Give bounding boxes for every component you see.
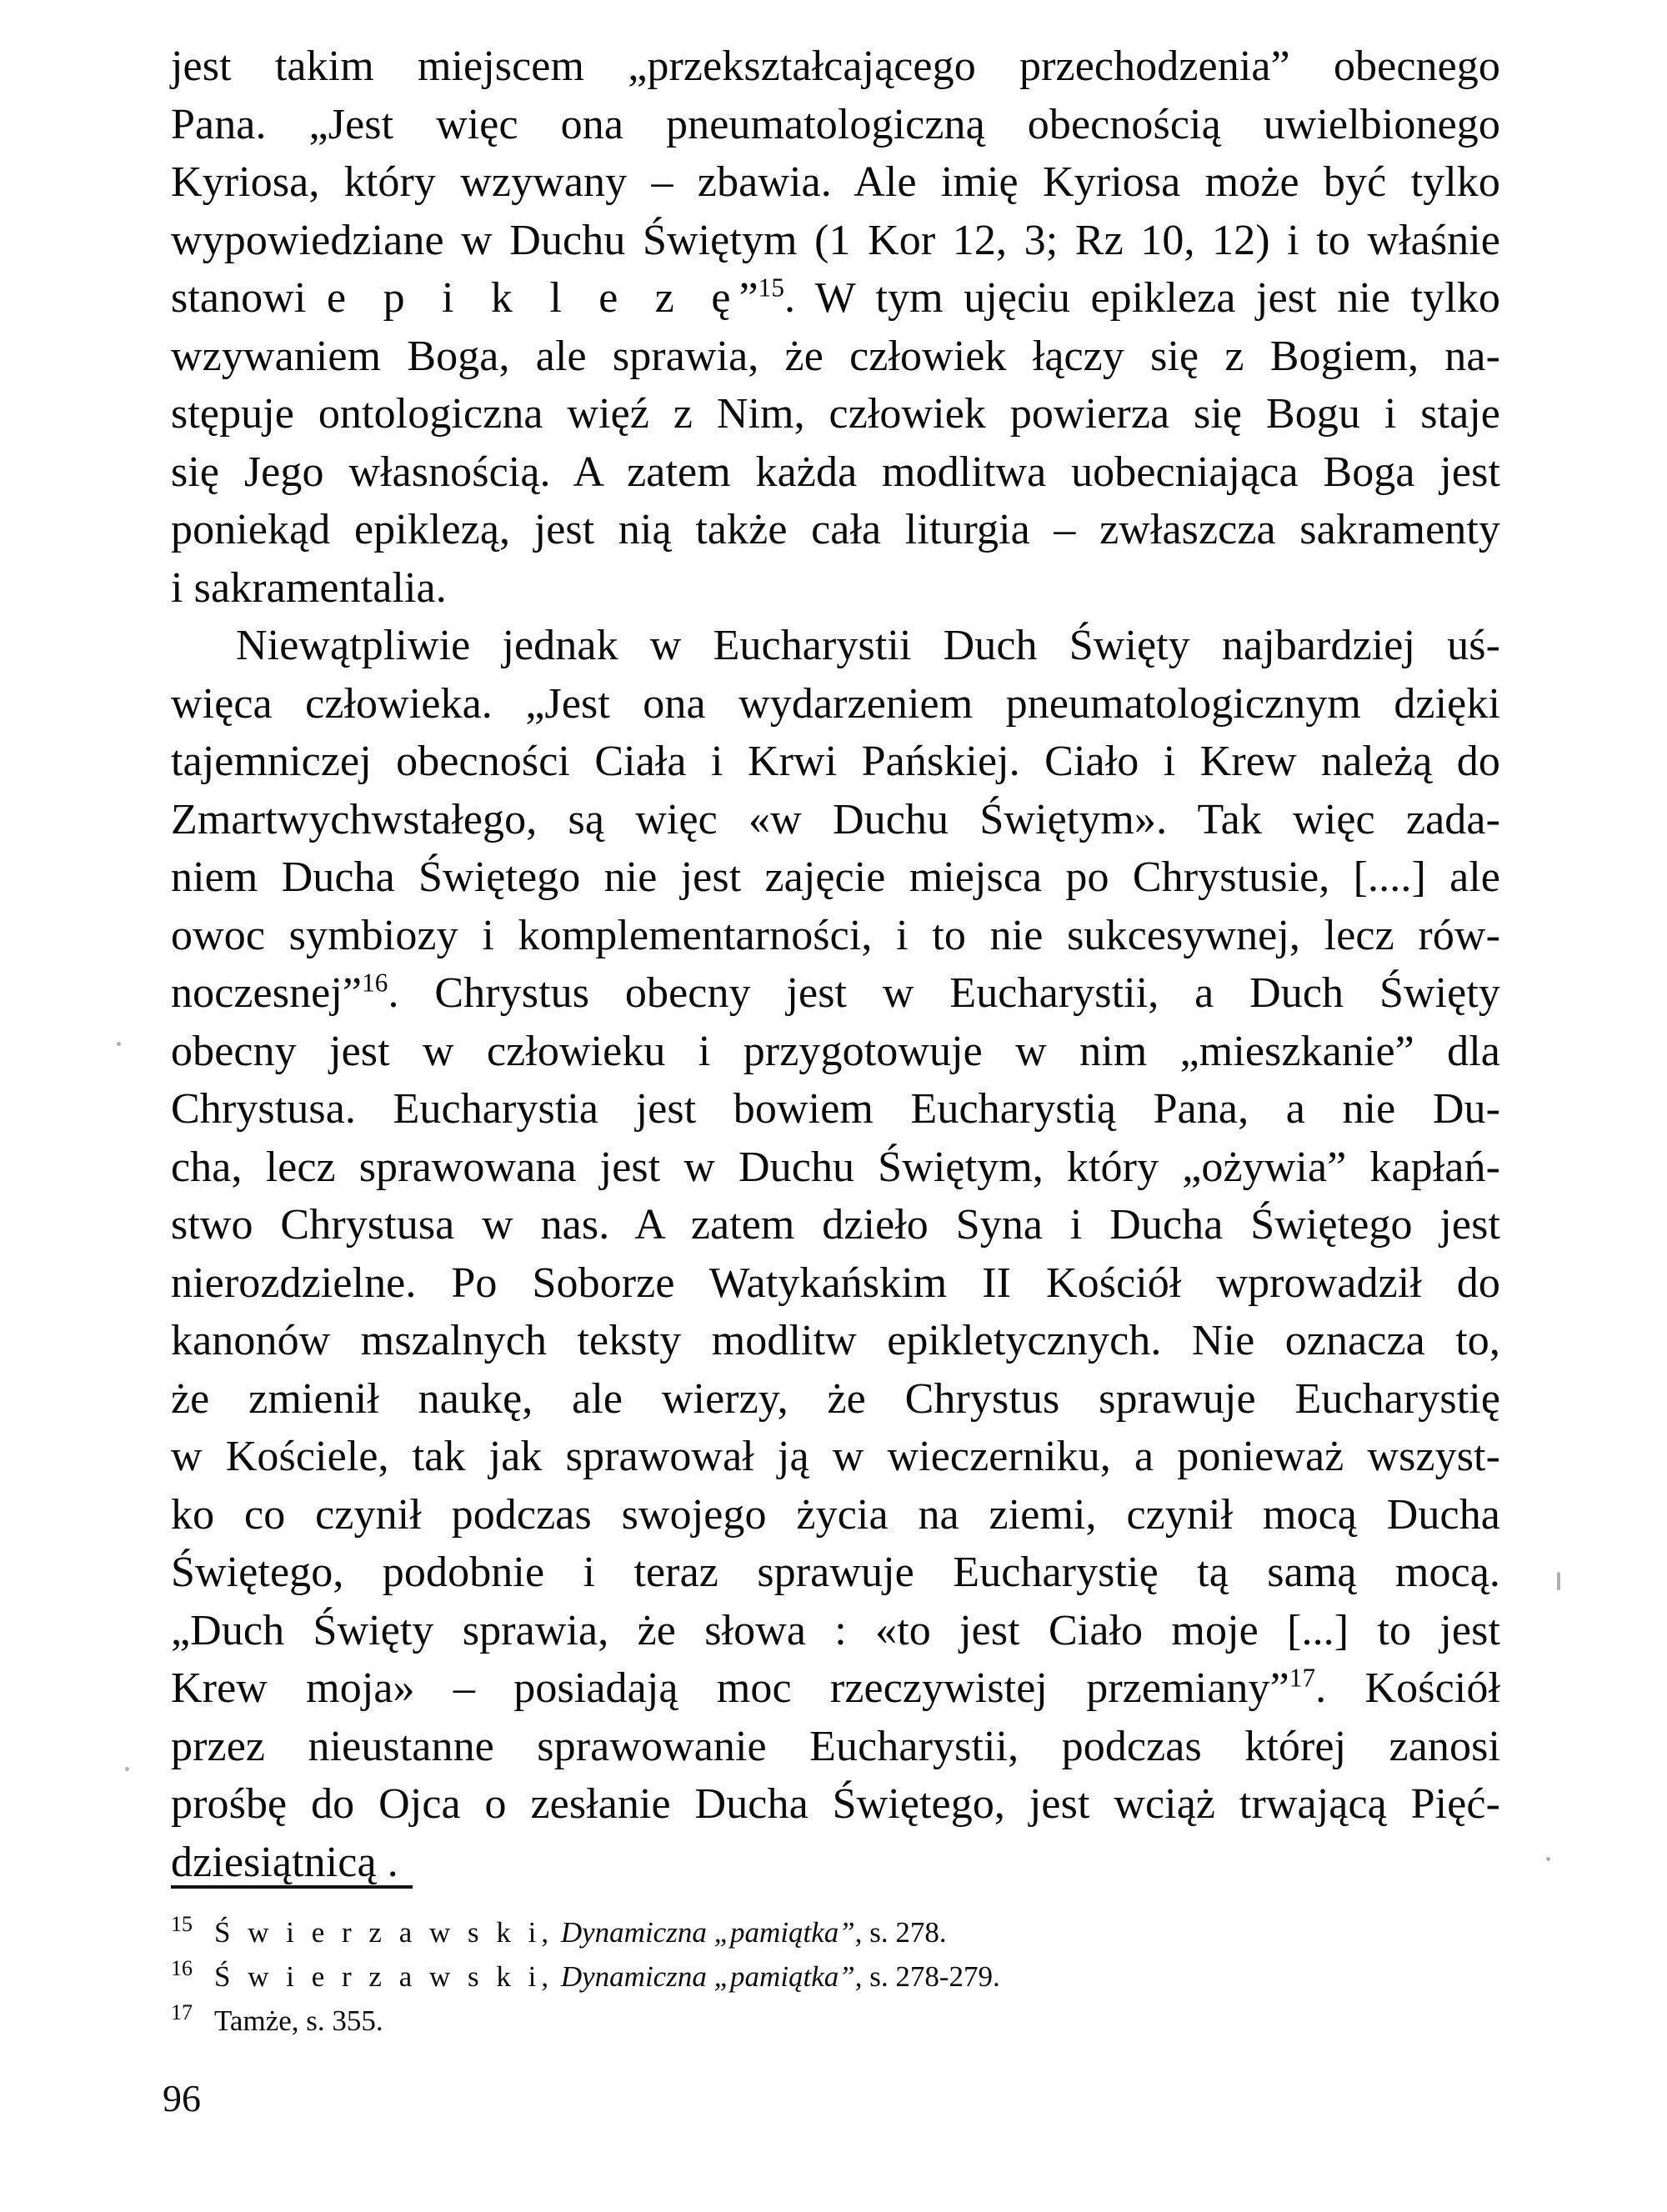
text-line-with-footnote-ref <box>171 964 1500 1023</box>
line-part-before: noczesnej <box>171 969 343 1017</box>
page-number: 96 <box>163 2077 201 2119</box>
text-line: obecny jest w człowieku i przygotowuje w nim „mieszkanie” dla <box>171 1027 1500 1075</box>
text-line: prośbę do Ojca o zesłanie Ducha Świętego, jest wciąż trwającą Pięć- <box>171 1780 1500 1828</box>
text-line: kanonów mszalnych teksty modlitw epikletycznych. Nie oznacza to, <box>171 1317 1500 1364</box>
footnote-ref-17[interactable]: 17 <box>1289 1663 1316 1693</box>
footnote-item: 17 Tamże, s. 355. <box>171 2000 383 2037</box>
text-line: wypowiedziane w Duchu Świętym (1 Kor 12, 3; Rz 10, 12) i to właśnie <box>171 216 1500 264</box>
text-line: się Jego własnością. A zatem każda modlitwa uobecniająca Boga jest <box>171 448 1500 496</box>
footnote-item: 15 Ś w i e r z a w s k i, Dynamiczna „pamiątka”, s. 278. <box>171 1912 947 1949</box>
text-line: owoc symbiozy i komplementarności, i to nie sukcesywnej, lecz rów- <box>171 911 1500 959</box>
text-line: cha, lecz sprawowana jest w Duchu Świętym, który „ożywia” kapłań- <box>171 1143 1500 1191</box>
footnote-ref-15[interactable]: 15 <box>758 273 785 303</box>
line-part-after: . W tym ujęciu epikleza jest nie tylko <box>784 274 1500 322</box>
paragraph-1 <box>171 38 1500 617</box>
text-line-with-footnote-ref <box>171 1659 1500 1718</box>
text-line: nierozdzielne. Po Soborze Watykańskim II Kościół wprowadził do <box>171 1259 1500 1307</box>
footnote-item: 16 Ś w i e r z a w s k i, Dynamiczna „pamiątka”, s. 278-279. <box>171 1956 1000 1993</box>
text-line: niem Ducha Świętego nie jest zajęcie miejsca po Chrystusie, [....] ale <box>171 853 1500 901</box>
letterspaced-term: e p i k l e z ę <box>327 274 739 322</box>
text-line: stępuje ontologiczna więź z Nim, człowiek powierza się Bogu i staje <box>171 390 1500 438</box>
text-line: i sakramentalia. <box>171 563 447 612</box>
footnote-list <box>171 1910 1504 2043</box>
footnote-locator: , s. 278. <box>854 1916 947 1949</box>
closing-quote: ” <box>1269 1664 1289 1712</box>
text-line: Chrystusa. Eucharystia jest bowiem Eucharystią Pana, a nie Du- <box>171 1085 1500 1133</box>
scan-speckle <box>125 1767 129 1771</box>
text-line: dziesiątnicą . <box>171 1838 398 1886</box>
text-line: więca człowieka. „Jest ona wydarzeniem pneumatologicznym dzięki <box>171 679 1500 728</box>
paragraph-2 <box>171 617 1500 1891</box>
text-line: wzywaniem Boga, ale sprawia, że człowiek łączy się z Bogiem, na- <box>171 332 1500 380</box>
line-part-before: stanowi <box>171 274 328 322</box>
text-line: w Kościele, tak jak sprawował ją w wieczerniku, a ponieważ wszyst- <box>171 1433 1500 1480</box>
text-line: Zmartwychwstałego, są więc «w Duchu Świętym». Tak więc zada- <box>171 795 1500 843</box>
footnote-title: Dynamiczna „pamiątka” <box>560 1960 855 1993</box>
scan-speckle <box>1557 1572 1560 1590</box>
text-line: jest takim miejscem „przekształcającego przechodzenia” obecnego <box>171 43 1500 90</box>
text-line: tajemniczej obecności Ciała i Krwi Pańskiej. Ciało i Krew należą do <box>171 738 1500 785</box>
closing-quote: ” <box>738 274 758 322</box>
line-part-after: . Kościół <box>1315 1664 1500 1712</box>
footnote-author: Ś w i e r z a w s k i, <box>214 1960 554 1993</box>
text-line-with-footnote-ref <box>171 269 1500 328</box>
text-line: „Duch Święty sprawia, że słowa : «to jest Ciało moje [...] to jest <box>171 1606 1500 1654</box>
footnote-title: Dynamiczna „pamiątka” <box>560 1916 855 1949</box>
line-part-before: Krew moja» – posiadają moc rzeczywistej przemiany <box>171 1664 1270 1712</box>
text-line-first-indented <box>171 617 1500 675</box>
text-line: Pana. „Jest więc ona pneumatologiczną obecnością uwielbionego <box>171 100 1500 148</box>
footnote-locator: , s. 278-279. <box>854 1960 1000 1993</box>
scan-speckle <box>1546 1857 1550 1861</box>
text-line: Świętego, podobnie i teraz sprawuje Eucharystię tą samą mocą. <box>171 1549 1500 1596</box>
text-line: Kyriosa, który wzywany – zbawia. Ale imię Kyriosa może być tylko <box>171 158 1500 206</box>
text-line: że zmienił naukę, ale wierzy, że Chrystus sprawuje Eucharystię <box>171 1374 1500 1423</box>
footnote-author: Tamże, s. 355. <box>214 2004 383 2037</box>
text-line: poniekąd epiklezą, jest nią także cała liturgia – zwłaszcza sakramenty <box>171 506 1500 553</box>
text-line: stwo Chrystusa w nas. A zatem dzieło Syna i Ducha Świętego jest <box>171 1201 1500 1249</box>
text-line: przez nieustanne sprawowanie Eucharystii, podczas której zanosi <box>171 1722 1500 1770</box>
footnote-author: Ś w i e r z a w s k i, <box>214 1916 554 1949</box>
footnote-ref-16[interactable]: 16 <box>362 968 388 998</box>
closing-quote: ” <box>342 969 363 1017</box>
footnote-separator-rule <box>171 1885 413 1889</box>
line-part-after: . Chrystus obecny jest w Eucharystii, a Duch Święty <box>388 969 1500 1017</box>
scan-speckle <box>117 1042 121 1046</box>
body-text <box>171 38 1500 1891</box>
text-line-content: Niewątpliwie jednak w Eucharystii Duch Święty najbardziej uś- <box>236 622 1500 669</box>
text-line: ko co czynił podczas swojego życia na ziemi, czynił mocą Ducha <box>171 1490 1500 1539</box>
